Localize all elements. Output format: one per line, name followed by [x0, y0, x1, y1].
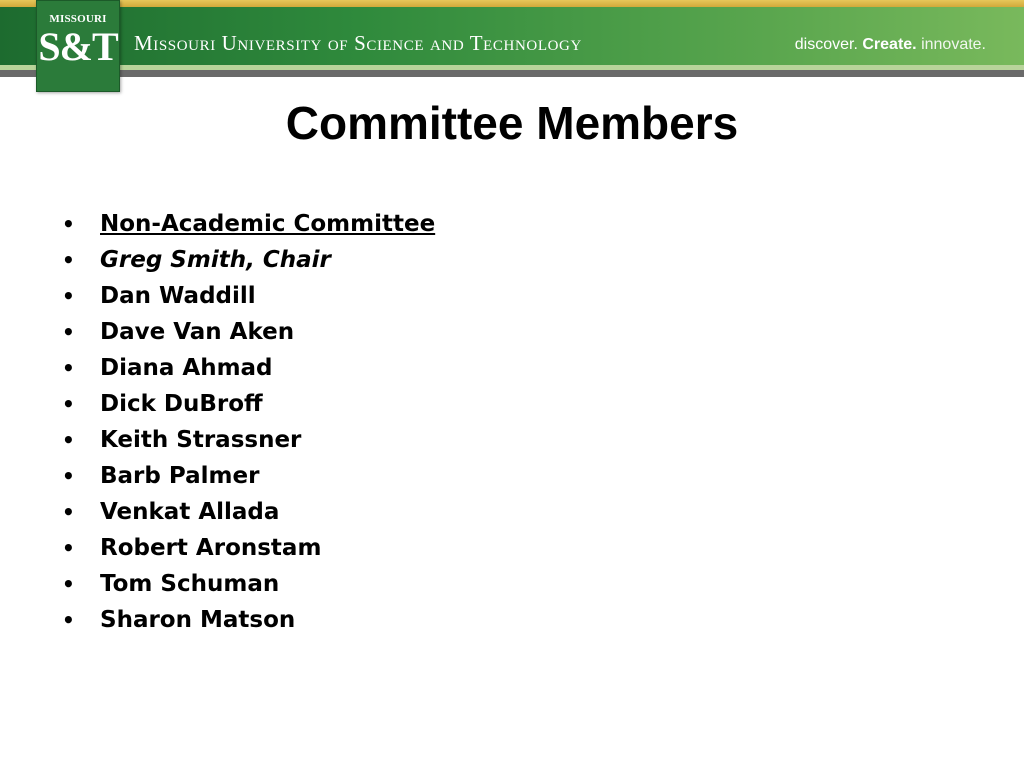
list-item-text: Venkat Allada [100, 499, 280, 525]
member-list [62, 206, 435, 638]
bullet-icon: • [62, 284, 75, 308]
bullet-icon: • [62, 248, 75, 272]
tagline-discover: discover. [794, 36, 858, 53]
list-item-text: Sharon Matson [100, 607, 296, 633]
bullet-icon: • [62, 356, 75, 380]
bullet-icon: • [62, 608, 75, 632]
header-banner [0, 0, 1024, 88]
bullet-icon: • [62, 500, 75, 524]
bullet-icon: • [62, 212, 75, 236]
bullet-icon: • [62, 464, 75, 488]
university-name: Missouri University of Science and Technology [134, 31, 582, 55]
list-item-text: Dick DuBroff [100, 391, 263, 417]
list-item-text: Tom Schuman [100, 571, 280, 597]
tagline-create: Create. [862, 36, 917, 53]
list-item-text: Dave Van Aken [100, 319, 295, 345]
tagline-innovate: innovate. [921, 36, 986, 53]
bullet-icon: • [62, 320, 75, 344]
list-item [62, 422, 435, 458]
list-item-text: Barb Palmer [100, 463, 260, 489]
logo-wordmark-top: MISSOURI [49, 13, 107, 25]
list-item [62, 566, 435, 602]
list-heading: Non-Academic Committee [100, 211, 436, 237]
list-item-chair: Greg Smith, Chair [100, 247, 331, 273]
gold-stripe [0, 0, 1024, 7]
list-item [62, 530, 435, 566]
list-item [62, 602, 435, 638]
bullet-icon: • [62, 392, 75, 416]
list-item-text: Keith Strassner [100, 427, 302, 453]
list-item [62, 206, 435, 242]
bullet-icon: • [62, 572, 75, 596]
list-item [62, 314, 435, 350]
logo-wordmark-main: S&T [38, 24, 118, 69]
list-item [62, 350, 435, 386]
list-item-text: Robert Aronstam [100, 535, 322, 561]
list-item [62, 494, 435, 530]
list-item-text: Diana Ahmad [100, 355, 273, 381]
list-item [62, 242, 435, 278]
bullet-icon: • [62, 428, 75, 452]
university-logo [36, 0, 120, 92]
list-item [62, 458, 435, 494]
slide-title: Committee Members [285, 97, 739, 149]
bullet-icon: • [62, 536, 75, 560]
gray-stripe [0, 70, 1024, 77]
list-item [62, 278, 435, 314]
tagline [795, 36, 986, 54]
list-item-text: Dan Waddill [100, 283, 256, 309]
list-item [62, 386, 435, 422]
